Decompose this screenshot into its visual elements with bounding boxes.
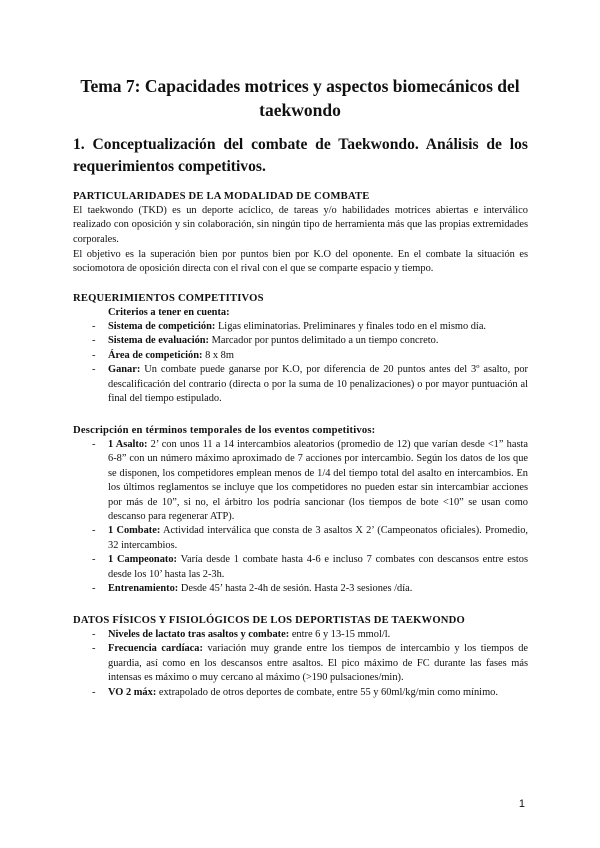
list-dash: - [92,364,96,376]
list-item [73,582,528,596]
item-label: Sistema de evaluación: [108,335,210,347]
fisicos-list [73,628,528,700]
item-label: 1 Combate: [108,525,161,537]
item-label: Sistema de competición: [108,321,216,332]
temporal-list [73,438,528,596]
particularidades-paragraph-1: El taekwondo (TKD) es un deporte acíclico, de tareas y/o habilidades motrices abiertas e interválico realizado con oposición y sin colaboración, sin ningún tipo de herramienta más que las propias extremidades corporales. [73,205,528,245]
item-text: Ligas eliminatorias. Preliminares y finales todo en el mismo día. [215,321,487,332]
list-dash: - [92,321,96,332]
list-item [73,524,528,553]
item-text: Marcador por puntos delimitado a un tiempo concreto. [209,335,439,347]
list-dash: - [92,349,96,361]
item-label: Área de competición: [108,349,203,361]
item-text: 8 x 8m [202,349,234,361]
item-text: Actividad interválica que consta de 3 asaltos X 2’ (Campeonatos oficiales). Promedio, 32 intercambios. [108,525,528,551]
requerimientos-heading: REQUERIMIENTOS COMPETITIVOS [73,293,264,304]
page-title: Tema 7: Capacidades motrices y aspectos biomecánicos del taekwondo [80,76,520,120]
list-item [73,438,528,524]
item-label: Niveles de lactato tras asaltos y combate: [108,629,290,640]
page-number: 1 [518,798,525,810]
fisicos-heading: DATOS FÍSICOS Y FISIOLÓGICOS DE LOS DEPORTISTAS DE TAEKWONDO [73,615,465,626]
list-dash: - [92,629,96,640]
list-dash: - [92,643,96,655]
item-text: Desde 45’ hasta 2-4h de sesión. Hasta 2-3 sesiones /día. [178,583,413,595]
item-text: Un combate puede ganarse por K.O, por diferencia de 20 puntos antes del 3º asalto, por descalificación del contrario (directa o por la suma de 10 penalizaciones) o por mayor puntuación al final del tiempo estipulado. [108,364,528,405]
item-label: Ganar: [108,364,141,376]
item-text: variación muy grande entre los tiempos de intercambio y los tiempos de guardia, así como en los descansos entre asaltos. El pico máximo de FC durante las fases más intensas es máximo o muy cercano al máximo (>190 pulsaciones/min). [108,643,528,684]
list-dash: - [92,554,96,566]
list-dash: - [92,439,96,450]
list-item [73,642,528,685]
list-item [73,349,528,363]
item-label: VO 2 máx: [108,686,157,698]
criterios-label: Criterios a tener en cuenta: [108,307,230,318]
section-subtitle: 1. Conceptualización del combate de Taekwondo. Análisis de los requerimientos competitivos. [73,136,528,175]
list-dash: - [92,686,96,698]
list-item [73,553,528,582]
list-dash: - [92,525,96,537]
item-label: 1 Campeonato: [108,554,178,566]
list-dash: - [92,583,96,595]
item-text: Varía desde 1 combate hasta 4-6 e incluso 7 combates con descansos entre estos desde los 10’ hasta las 2-3h. [108,554,529,580]
requerimientos-list [73,320,528,406]
list-item [73,628,528,642]
item-text: extrapolado de otros deportes de combate, entre 55 y 60ml/kg/min como mínimo. [156,686,498,698]
list-item [73,363,528,406]
list-item [73,334,528,348]
temporal-heading: Descripción en términos temporales de los eventos competitivos: [73,425,376,436]
particularidades-paragraph-2: El objetivo es la superación bien por puntos bien por K.O del oponente. En el combate la situación es sociomotora de oposición directa con el rival con el que se comparte espacio y tiempo. [73,249,528,275]
list-item [73,686,528,700]
item-label: 1 Asalto: [108,439,148,450]
item-text: 2’ con unos 11 a 14 intercambios aleatorios (promedio de 12) que varían desde <1” hasta 6-8” con un número máximo aproximado de 7 acciones por intercambio. Según los datos de los que se disponen, los competidores emplean menos de 1/4 del tiempo total del asalto en intercambios. En los últimos reglamentos se incluye que los competidores no pueden estar sin intercambiar acciones por más de 10”, si no, el árbitro los podría sancionar (los tiempos de bote <10” se usan como descanso para regenerar ATP). [108,439,528,523]
item-label: Frecuencia cardíaca: [108,643,203,655]
item-text: entre 6 y 13-15 mmol/l. [289,629,391,640]
item-label: Entrenamiento: [108,583,179,595]
list-item [73,320,528,334]
list-dash: - [92,335,96,347]
particularidades-heading: PARTICULARIDADES DE LA MODALIDAD DE COMBATE [73,191,370,202]
